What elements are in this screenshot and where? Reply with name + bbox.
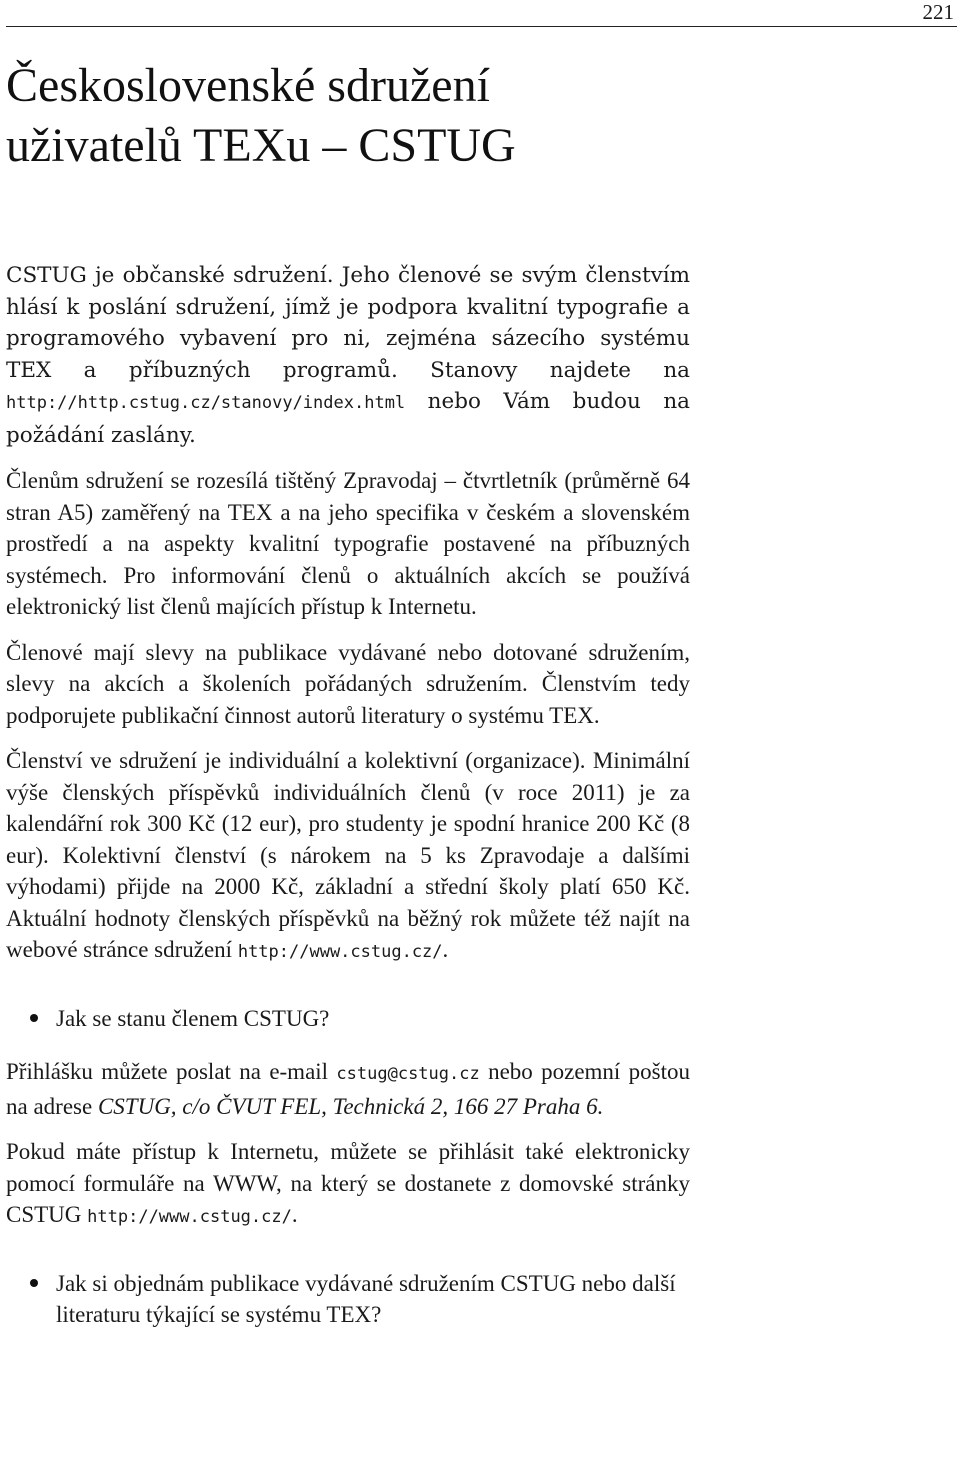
apply-text-1: Přihlášku můžete poslat na e-mail (6, 1059, 329, 1084)
bullet-text: Jak si objednám publikace vydávané sdružením CSTUG nebo další literaturu týkající se systému TEX? (56, 1270, 676, 1327)
statutes-link[interactable]: http://http.cstug.cz/stanovy/index.html (6, 393, 406, 413)
postal-address: CSTUG, c/o ČVUT FEL, Technická 2, 166 27 Praha 6. (97, 1093, 604, 1119)
website-link[interactable]: http://www.cstug.cz/ (237, 942, 443, 962)
spacer (6, 969, 690, 1003)
title-line-2: uživatelů TEXu – CSTUG (6, 119, 516, 172)
bullet-text: Jak se stanu členem CSTUG? (56, 1005, 330, 1031)
paragraph-membership (6, 745, 690, 969)
bullet-how-to-join (6, 1003, 690, 1035)
page-title (6, 56, 516, 176)
document-body (6, 260, 690, 1331)
bullet-dot-icon (30, 1014, 42, 1026)
spacer (6, 1034, 690, 1056)
online-end: . (291, 1202, 298, 1227)
intro-end: nebo Vám budou na požádání zaslány. (6, 389, 690, 448)
bullet-dot-icon (30, 1279, 42, 1291)
membership-end: . (442, 937, 449, 962)
spacer (6, 1234, 690, 1268)
page-number: 221 (922, 0, 954, 24)
homepage-link[interactable]: http://www.cstug.cz/ (87, 1207, 292, 1227)
paragraph-discounts: Členové mají slevy na publikace vydávané nebo dotované sdružením, slevy na akcích a školeních pořádaných sdružením. Členstvím tedy podporujete publikační činnost autorů literatury o systému TEX. (6, 639, 690, 728)
header-rule (6, 26, 957, 27)
title-line-1: Československé sdružení (6, 59, 490, 112)
intro-text: CSTUG je občanské sdružení. Jeho členové se svým členstvím hlásí k poslání sdružení, jímž je podpora kvalitní typografie a programového vybavení pro ni, zejména sázecího systému TEX a příbuzných programů. Stanovy najdete na (6, 263, 690, 383)
paragraph-newsletter: Členům sdružení se rozesílá tištěný Zpravodaj – čtvrtletník (průměrně 64 stran A5) zaměřený na TEX a na jeho specifika v českém a slovenském prostředí a na aspekty kvalitní typografie postavené na příbuzných systémech. Pro informování členů o aktuálních akcích se používá elektronický list členů majících přístup k Internetu. (6, 468, 690, 619)
email-link[interactable]: cstug@cstug.cz (336, 1064, 480, 1084)
membership-text: Členství ve sdružení je individuální a kolektivní (organizace). Minimální výše členských příspěvků individuálních členů (v roce 2011) je za kalendářní rok 300 Kč (12 eur), pro studenty je spodní hranice 200 Kč (8 eur). Kolektivní členství (s nárokem na 5 ks Zpravodaje a dalšími výhodami) přijde na 2000 Kč, základní a střední školy platí 650 Kč. Aktuální hodnoty členských příspěvků na běžný rok můžete též najít na webové stránce sdružení (6, 748, 690, 962)
paragraph-intro (6, 260, 690, 451)
bullet-order-publications (6, 1268, 690, 1331)
online-text: Pokud máte přístup k Internetu, můžete se přihlásit také elektronicky pomocí formuláře na WWW, na který se dostanete z domovské stránky CSTUG (6, 1139, 690, 1227)
apply-text-2: nebo pozemní poštou na adrese (6, 1059, 690, 1119)
paragraph-apply (6, 1056, 690, 1122)
paragraph-online (6, 1136, 690, 1234)
